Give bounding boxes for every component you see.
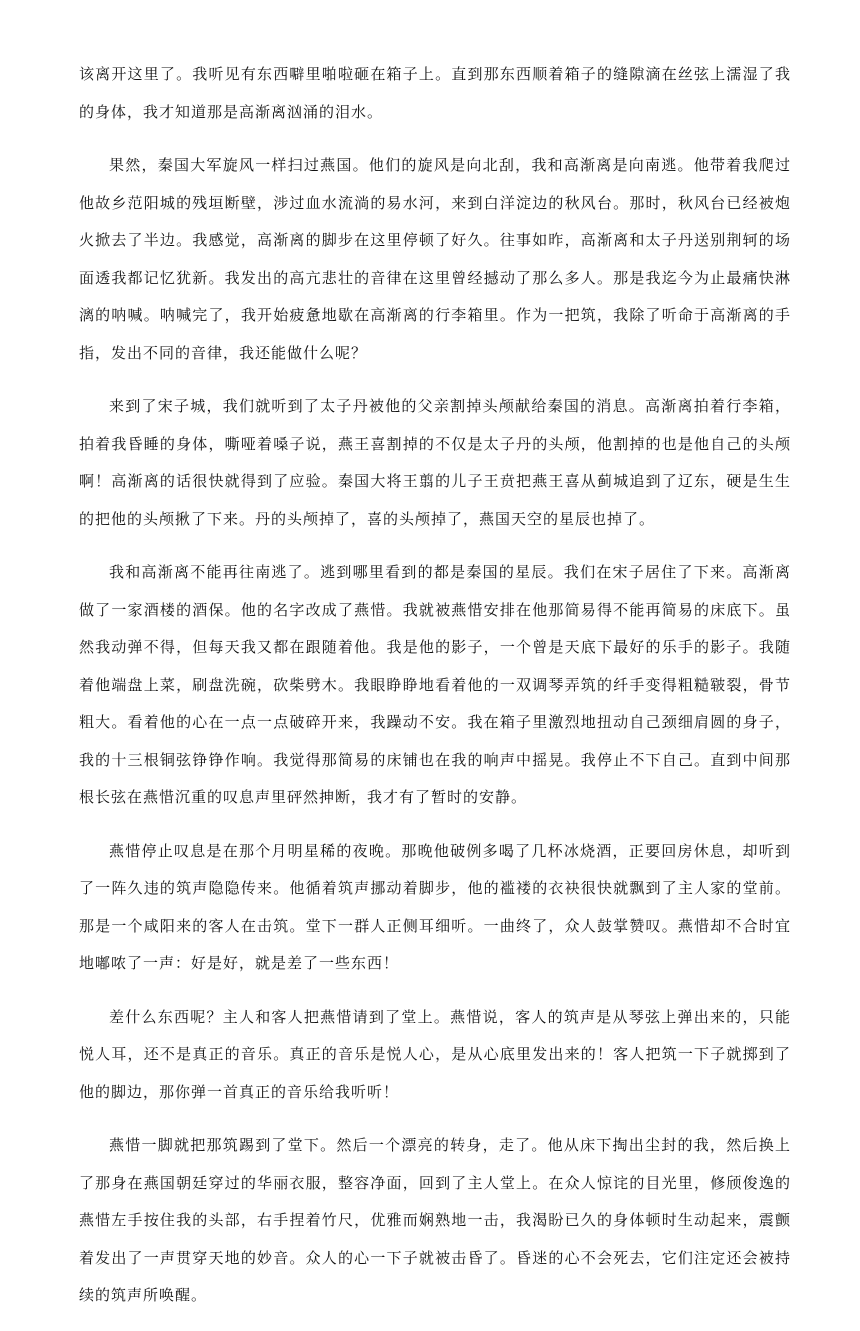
- paragraph-6: 差什么东西呢？主人和客人把燕惜请到了堂上。燕惜说，客人的筑声是从琴弦上弹出来的，只能悦人耳，还不是真正的音乐。真正的音乐是悦人心，是从心底里发出来的！客人把筑一下子就掷到了他的脚边，那你弹一首真正的音乐给我听听！: [79, 1007, 791, 1101]
- paragraph-4: 我和高渐离不能再往南逃了。逃到哪里看到的都是秦国的星辰。我们在宋子居住了下来。高渐离做了一家酒楼的酒保。他的名字改成了燕惜。我就被燕惜安排在他那简易得不能再简易的床底下。虽然我动弹不得，但每天我又都在跟随着他。我是他的影子，一个曾是天底下最好的乐手的影子。我随着他端盘上菜，刷盘洗碗，砍柴劈木。我眼睁睁地看着他的一双调琴弄筑的纤手变得粗糙皲裂，骨节粗大。看着他的心在一点一点破碎开来，我躁动不安。我在箱子里激烈地扭动自己颈细肩圆的身子，我的十三根铜弦铮铮作响。我觉得那简易的床铺也在我的响声中摇晃。我停止不下自己。直到中间那根长弦在燕惜沉重的叹息声里砰然抻断，我才有了暂时的安静。: [79, 563, 791, 806]
- document-page: [79, 56, 791, 1331]
- paragraph-7: 燕惜一脚就把那筑踢到了堂下。然后一个漂亮的转身，走了。他从床下掏出尘封的我，然后换上了那身在燕国朝廷穿过的华丽衣服，整容净面，回到了主人堂上。在众人惊诧的目光里，修颀俊逸的燕惜左手按住我的头部，右手捏着竹尺，优雅而娴熟地一击，我渴盼已久的身体顿时生动起来，震颤着发出了一声贯穿天地的妙音。众人的心一下子就被击昏了。昏迷的心不会死去，它们注定还会被持续的筑声所唤醒。: [79, 1136, 791, 1304]
- paragraph-1: 该离开这里了。我听见有东西噼里啪啦砸在箱子上。直到那东西顺着箱子的缝隙滴在丝弦上濡湿了我的身体，我才知道那是高渐离汹涌的泪水。: [79, 65, 791, 121]
- paragraph-2: 果然，秦国大军旋风一样扫过燕国。他们的旋风是向北刮，我和高渐离是向南逃。他带着我爬过他故乡范阳城的残垣断壁，涉过血水流淌的易水河，来到白洋淀边的秋风台。那时，秋风台已经被炮火掀去了半边。我感觉，高渐离的脚步在这里停顿了好久。往事如昨，高渐离和太子丹送别荆轲的场面透我都记忆犹新。我发出的高亢悲壮的音律在这里曾经撼动了那么多人。那是我迄今为止最痛快淋漓的呐喊。呐喊完了，我开始疲惫地歇在高渐离的行李箱里。作为一把筑，我除了听命于高渐离的手指，发出不同的音律，我还能做什么呢？: [79, 156, 791, 362]
- paragraph-3: 来到了宋子城，我们就听到了太子丹被他的父亲割掉头颅献给秦国的消息。高渐离拍着行李箱，拍着我昏睡的身体，嘶哑着嗓子说，燕王喜割掉的不仅是太子丹的头颅，他割掉的也是他自己的头颅啊！高渐离的话很快就得到了应验。秦国大将王翦的儿子王贲把燕王喜从蓟城追到了辽东，硬是生生的把他的头颅揪了下来。丹的头颅掉了，喜的头颅掉了，燕国天空的星辰也掉了。: [79, 397, 791, 528]
- paragraph-5: 燕惜停止叹息是在那个月明星稀的夜晚。那晚他破例多喝了几杯冰烧酒，正要回房休息，却听到了一阵久违的筑声隐隐传来。他循着筑声挪动着脚步，他的褴褛的衣袂很快就飘到了主人家的堂前。那是一个咸阳来的客人在击筑。堂下一群人正侧耳细听。一曲终了，众人鼓掌赞叹。燕惜却不合时宜地嘟哝了一声：好是好，就是差了一些东西！: [79, 841, 791, 972]
